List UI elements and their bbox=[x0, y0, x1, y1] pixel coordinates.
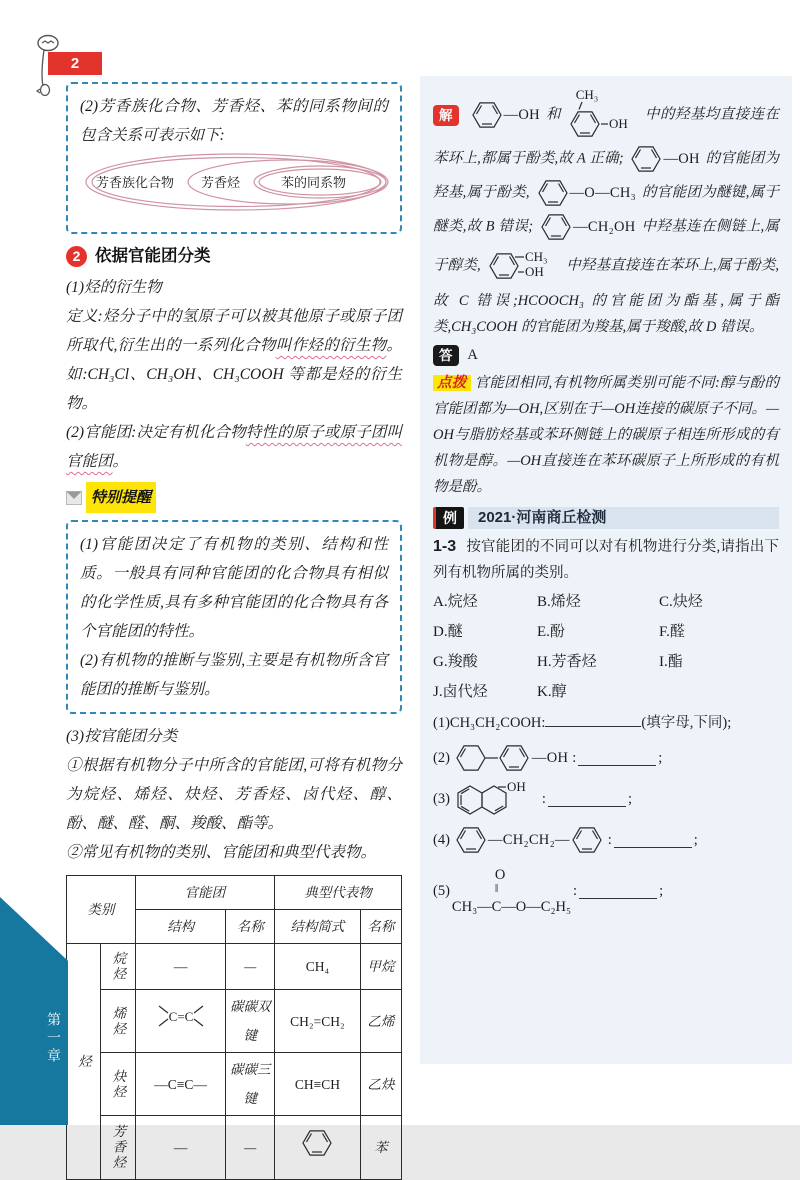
euler-label-middle: 芳香烃 bbox=[201, 175, 241, 190]
question-number: 1-3 bbox=[433, 538, 457, 555]
alkane-formula: CH₄ bbox=[275, 944, 361, 990]
carbonyl-carbon: C bbox=[491, 899, 502, 915]
anisole-structure bbox=[536, 176, 636, 210]
fg-def-pre: (2)官能团:决定有机化合物 bbox=[66, 424, 246, 441]
solution-paragraph bbox=[433, 88, 779, 340]
hydroxyl-label: OH bbox=[506, 779, 526, 794]
classification-text-2: ②常见有机物的类别、官能团和典型代表物。 bbox=[66, 844, 377, 861]
solution-text-1: 中的羟基均直接连在苯环上,都属于酚类,故 A 正确; bbox=[433, 106, 780, 167]
special-reminder-icon bbox=[66, 491, 82, 505]
table-header-group: 官能团 bbox=[135, 876, 274, 910]
naphthalenol-structure bbox=[454, 780, 538, 818]
alkyne-group-name: 碳碳三键 bbox=[226, 1053, 275, 1116]
solution-text-4: 中羟基连在侧链上,属于醇类, bbox=[433, 218, 780, 274]
alkyne-formula: CH≡CH bbox=[275, 1053, 361, 1116]
solution-text-2: 的官能团为羟基,属于酚类, bbox=[433, 150, 780, 201]
answer-badge: 答 bbox=[433, 345, 459, 366]
aromatic-structure: — bbox=[135, 1116, 226, 1180]
option-e: E.酚 bbox=[537, 624, 565, 640]
classification-subtitle: (3)按官能团分类 bbox=[66, 728, 178, 745]
item-2-semicolon: ; bbox=[658, 750, 663, 766]
item-2-number: (2) bbox=[433, 750, 450, 766]
item-4-blank bbox=[614, 832, 692, 848]
phenyl-cyclohexene-structure bbox=[454, 741, 568, 775]
item-4-semicolon: ; bbox=[693, 832, 698, 848]
option-b: B.烯烃 bbox=[537, 594, 581, 610]
alkene-rep-name: 乙烯 bbox=[360, 990, 401, 1053]
derivative-definition bbox=[66, 302, 402, 418]
item-2-blank bbox=[578, 750, 656, 766]
solution-text-3: 的官能团为醚键,属于醚类,故 B 错误; bbox=[433, 184, 780, 235]
carbonyl-oxygen: O bbox=[494, 867, 506, 883]
inclusion-relation-box bbox=[66, 82, 402, 234]
item-2-colon: : bbox=[572, 750, 577, 766]
table-row bbox=[67, 1116, 402, 1180]
euler-label-inner: 苯的同系物 bbox=[281, 175, 347, 190]
tip-text: 官能团相同,有机物所属类别可能不同:醇与酚的官能团都为—OH,区别在于—OH连接的碳原子不同。—OH与脂肪烃基或苯环侧链上的碳原子相连所形成的有机物是醇。—OH直接连在苯环碳原子上所形成的有机物是酚。 bbox=[433, 375, 780, 495]
ester-post: —O—C₂H₅ bbox=[501, 899, 572, 915]
double-bond-symbol: ‖ bbox=[494, 881, 498, 895]
item-3-colon: : bbox=[541, 791, 546, 807]
option-f: F.醛 bbox=[659, 624, 685, 640]
special-reminder-row bbox=[66, 482, 402, 513]
tip-paragraph bbox=[433, 370, 779, 500]
row-class-aromatic: 芳香烃 bbox=[110, 1124, 126, 1171]
inclusion-relation-text: (2)芳香族化合物、芳香烃、苯的同系物间的包含关系可表示如下: bbox=[80, 98, 388, 144]
alkane-rep-name: 甲烷 bbox=[360, 944, 401, 990]
item-5-semicolon: ; bbox=[659, 883, 664, 899]
left-column bbox=[66, 82, 402, 1180]
row-class-alkene: 烯烃 bbox=[110, 1005, 126, 1037]
derivative-subtitle: (1)烃的衍生物 bbox=[66, 279, 162, 296]
example-badge: 例 bbox=[433, 507, 464, 529]
question-item-1 bbox=[433, 710, 779, 736]
benzyl-alcohol-structure bbox=[539, 210, 635, 244]
item-5-number: (5) bbox=[433, 883, 450, 899]
fg-def-post: 。 bbox=[112, 453, 129, 470]
table-row bbox=[67, 990, 402, 1053]
question-text: 按官能团的不同可以对有机物进行分类,请指出下列有机物所属的类别。 bbox=[433, 539, 779, 581]
cresol-structure bbox=[567, 88, 639, 142]
option-c: C.炔烃 bbox=[659, 594, 703, 610]
definition-text: 定义:烃分子中的氢原子可以被其他原子或原子团所取代,衍生出的一系列化合物 bbox=[66, 308, 402, 354]
option-a: A.烷烃 bbox=[433, 594, 478, 610]
example-source: 2021·河南商丘检测 bbox=[468, 507, 779, 529]
definition-key-phrase: 叫作烃的衍生物 bbox=[275, 337, 387, 354]
table-row bbox=[67, 944, 402, 990]
item-1-formula: (1)CH₃CH₂COOH: bbox=[433, 715, 546, 731]
item-3-blank bbox=[548, 791, 626, 807]
row-class-alkane: 烷烃 bbox=[110, 951, 126, 982]
section-heading bbox=[66, 242, 402, 271]
alkane-group-name: — bbox=[226, 944, 275, 990]
alkene-group-name: 碳碳双键 bbox=[226, 990, 275, 1053]
reminder-note-1: (1)官能团决定了有机物的类别、结构和性质。一般具有同种官能团的化合物具有相似的化学性质,具有多种官能团的化合物具有各个官能团的特性。 bbox=[80, 536, 388, 640]
option-d: D.醚 bbox=[433, 624, 463, 640]
tip-badge: 点拨 bbox=[433, 375, 471, 391]
ester-pre: CH₃— bbox=[451, 899, 492, 915]
item-4-colon: : bbox=[607, 832, 612, 848]
ethylene-bridge-label: —CH₂CH₂— bbox=[487, 832, 570, 848]
question-item-4 bbox=[433, 823, 779, 857]
item-5-blank bbox=[579, 883, 657, 899]
section-title: 依据官能团分类 bbox=[95, 247, 211, 265]
and-text: 和 bbox=[545, 106, 561, 123]
alkane-structure: — bbox=[135, 944, 226, 990]
question-item-3 bbox=[433, 780, 779, 818]
aromatic-rep-name: 苯 bbox=[360, 1116, 401, 1180]
question-paragraph bbox=[433, 534, 779, 586]
special-reminder-label: 特别提醒 bbox=[86, 482, 156, 513]
alkyne-structure: —C≡C— bbox=[135, 1053, 226, 1116]
chapter-band bbox=[0, 897, 68, 1125]
euler-diagram bbox=[80, 150, 392, 214]
alkyne-rep-name: 乙炔 bbox=[360, 1053, 401, 1116]
reminder-note-2: (2)有机物的推断与鉴别,主要是有机物所含官能团的推断与鉴别。 bbox=[80, 652, 388, 698]
hydroxyl-label: OH bbox=[525, 264, 545, 279]
table-row bbox=[67, 1053, 402, 1116]
euler-label-outer: 芳香族化合物 bbox=[96, 175, 175, 190]
item-1-suffix: (填字母,下同); bbox=[641, 715, 732, 731]
table-header-group-name: 名称 bbox=[226, 910, 275, 944]
table-side-label: 烃 bbox=[76, 1053, 91, 1070]
methoxy-label: —O—CH₃ bbox=[569, 185, 636, 201]
option-g: G.羧酸 bbox=[433, 654, 478, 670]
phenol-structure bbox=[629, 142, 699, 176]
bibenzyl-structure bbox=[454, 823, 604, 857]
alkene-structure-drawing bbox=[150, 1000, 212, 1032]
item-4-number: (4) bbox=[433, 832, 450, 848]
item-1-blank bbox=[545, 711, 641, 727]
classification-text-1: ①根据有机物分子中所含的官能团,可将有机物分为烷烃、烯烃、炔烃、芳香烃、卤代烃、醇、酚、醚、醛、酮、羧酸、酯等。 bbox=[66, 757, 402, 832]
option-i: I.酯 bbox=[659, 654, 683, 670]
definition-examples: 。如:CH₃Cl、CH₃OH、CH₃COOH 等都是烃的衍生物。 bbox=[66, 337, 402, 412]
alkene-formula: CH₂=CH₂ bbox=[275, 990, 361, 1053]
fg-def-key-phrase: 特性的原子或原子团叫官能团 bbox=[66, 424, 402, 470]
option-list bbox=[433, 588, 779, 706]
hydroxyl-label: —OH bbox=[503, 107, 540, 123]
item-5-colon: : bbox=[573, 883, 578, 899]
benzene-ring-icon bbox=[299, 1125, 335, 1161]
table-header-category: 类别 bbox=[67, 876, 136, 944]
option-k: K.醇 bbox=[537, 684, 567, 700]
hydroxymethyl-label: —CH₂OH bbox=[573, 219, 636, 235]
example-header bbox=[433, 507, 779, 529]
methylphenol-structure bbox=[486, 244, 560, 288]
table-header-representative: 典型代表物 bbox=[275, 876, 402, 910]
option-j: J.卤代烃 bbox=[433, 684, 488, 700]
right-column bbox=[420, 76, 792, 1064]
phenol-structure bbox=[470, 98, 540, 132]
question-item-2 bbox=[433, 741, 779, 775]
methyl-label: CH₃ bbox=[525, 249, 549, 264]
special-reminder-box bbox=[66, 520, 402, 714]
option-h: H.芳香烃 bbox=[537, 654, 597, 670]
aromatic-group-name: — bbox=[226, 1116, 275, 1180]
row-class-alkyne: 炔烃 bbox=[110, 1068, 126, 1100]
methyl-label: CH₃ bbox=[575, 87, 599, 102]
solution-badge: 解 bbox=[433, 105, 459, 126]
functional-group-definition bbox=[66, 418, 402, 476]
answer-value: A bbox=[467, 347, 478, 363]
question-item-5 bbox=[433, 862, 779, 920]
table-header-formula: 结构简式 bbox=[275, 910, 361, 944]
hydroxyl-label: —OH bbox=[663, 151, 700, 167]
hydroxyl-label: OH bbox=[608, 116, 628, 131]
item-3-semicolon: ; bbox=[627, 791, 632, 807]
page-number-tab: 2 bbox=[48, 52, 102, 75]
item-3-number: (3) bbox=[433, 791, 450, 807]
section-number-badge: 2 bbox=[66, 246, 87, 267]
hydroxyl-label: —OH bbox=[531, 750, 569, 766]
alkene-structure-text: C=C bbox=[168, 1009, 193, 1024]
table-header-rep-name: 名称 bbox=[360, 910, 401, 944]
chapter-label: 第一章 bbox=[46, 1012, 62, 1066]
answer-line bbox=[433, 342, 779, 368]
functional-group-table bbox=[66, 875, 402, 1180]
solution-text-5: 中羟基直接连在苯环上,属于酚类,故 C 错误;HCOOCH₃ 的官能团为酯基,属于酯类,CH₃COOH 的官能团为羧基,属于羧酸,故 D 错误。 bbox=[433, 257, 780, 335]
table-header-structure: 结构 bbox=[135, 910, 226, 944]
ethyl-acetate-structure bbox=[452, 862, 571, 920]
